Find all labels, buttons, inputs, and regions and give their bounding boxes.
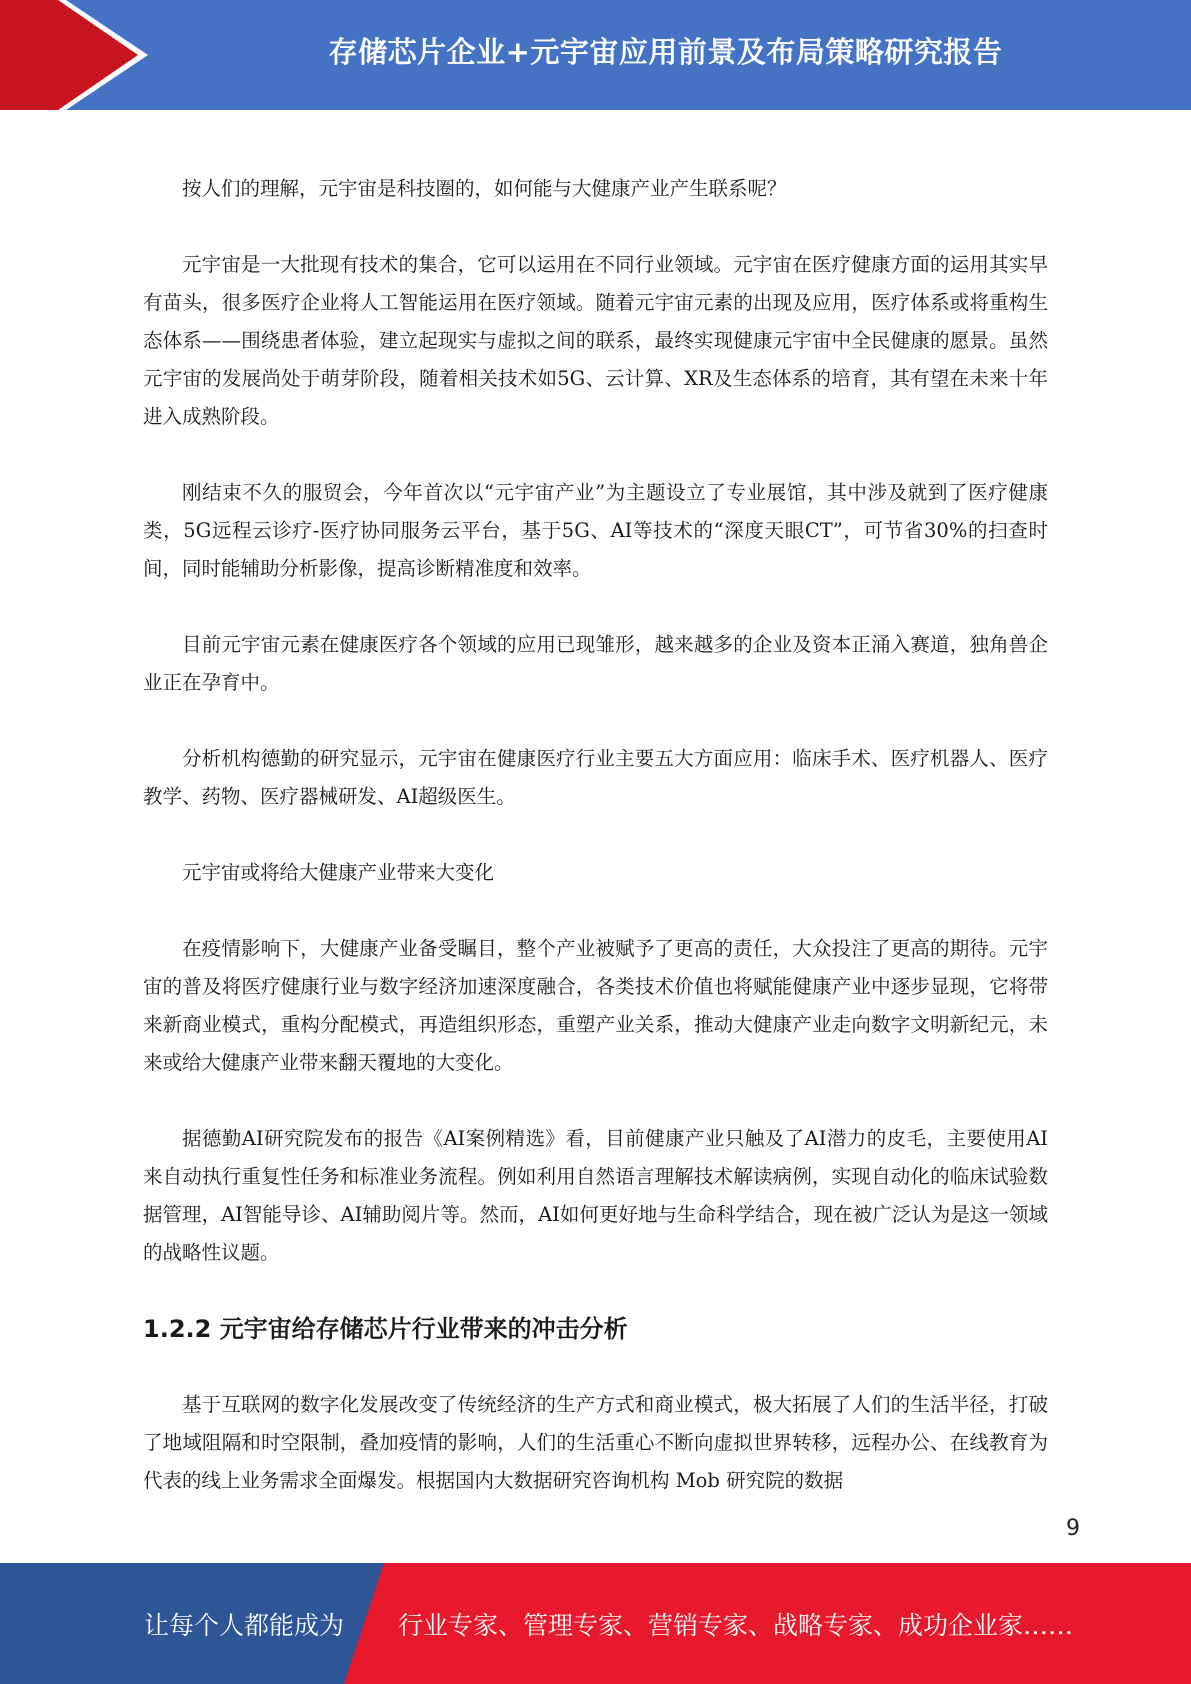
paragraph-3: 刚结束不久的服贸会，今年首次以“元宇宙产业”为主题设立了专业展馆，其中涉及就到了医疗健康类，5G远程云诊疗-医疗协同服务云平台，基于5G、AI等技术的“深度天眼CT”，可节省30%的扫查时间，同时能辅助分析影像，提高诊断精准度和效率。 [143, 481, 1048, 580]
document-title: 存储芯片企业+元宇宙应用前景及布局策略研究报告 [328, 34, 1003, 69]
paragraph-6: 元宇宙或将给大健康产业带来大变化 [182, 861, 495, 884]
paragraph-4: 目前元宇宙元素在健康医疗各个领域的应用已现雏形，越来越多的企业及资本正涌入赛道，独角兽企业正在孕育中。 [143, 633, 1048, 694]
page-header [0, 0, 1191, 110]
paragraph-2: 元宇宙是一大批现有技术的集合，它可以运用在不同行业领域。元宇宙在医疗健康方面的运用其实早有苗头，很多医疗企业将人工智能运用在医疗领域。随着元宇宙元素的出现及应用，医疗体系或将重构生态体系——围绕患者体验，建立起现实与虚拟之间的联系，最终实现健康元宇宙中全民健康的愿景。虽然元宇宙的发展尚处于萌芽阶段，随着相关技术如5G、云计算、XR及生态体系的培育，其有望在未来十年进入成熟阶段。 [143, 253, 1048, 428]
footer-slogan-left: 让每个人都能成为 [144, 1610, 345, 1640]
header-arrow-decoration [0, 0, 150, 110]
footer-slogan-right: 行业专家、管理专家、营销专家、战略专家、成功企业家…… [398, 1610, 1074, 1640]
page-number: 9 [1066, 1516, 1080, 1541]
paragraph-8: 据德勤AI研究院发布的报告《AI案例精选》看，目前健康产业只触及了AI潜力的皮毛，主要使用AI来自动执行重复性任务和标准业务流程。例如利用自然语言理解技术解读病例，实现自动化的临床试验数据管理，AI智能导诊、AI辅助阅片等。然而，AI如何更好地与生命科学结合，现在被广泛认为是这一领域的战略性议题。 [143, 1127, 1048, 1264]
paragraph-5: 分析机构德勤的研究显示，元宇宙在健康医疗行业主要五大方面应用：临床手术、医疗机器人、医疗教学、药物、医疗器械研发、AI超级医生。 [143, 747, 1048, 808]
paragraph-7: 在疫情影响下，大健康产业备受瞩目，整个产业被赋予了更高的责任，大众投注了更高的期待。元宇宙的普及将医疗健康行业与数字经济加速深度融合，各类技术价值也将赋能健康产业中逐步显现，它将带来新商业模式，重构分配模式，再造组织形态，重塑产业关系，推动大健康产业走向数字文明新纪元，未来或给大健康产业带来翻天覆地的大变化。 [143, 937, 1048, 1074]
section-paragraph: 基于互联网的数字化发展改变了传统经济的生产方式和商业模式，极大拓展了人们的生活半径，打破了地域阻隔和时空限制，叠加疫情的影响，人们的生活重心不断向虚拟世界转移，远程办公、在线教育为代表的线上业务需求全面爆发。根据国内大数据研究咨询机构 Mob 研究院的数据 [143, 1393, 1048, 1492]
section-heading: 1.2.2 元宇宙给存储芯片行业带来的冲击分析 [143, 1315, 628, 1343]
page-content [143, 170, 1048, 1538]
paragraph-1: 按人们的理解，元宇宙是科技圈的，如何能与大健康产业产生联系呢？ [182, 177, 787, 200]
page-footer [0, 1563, 1191, 1684]
